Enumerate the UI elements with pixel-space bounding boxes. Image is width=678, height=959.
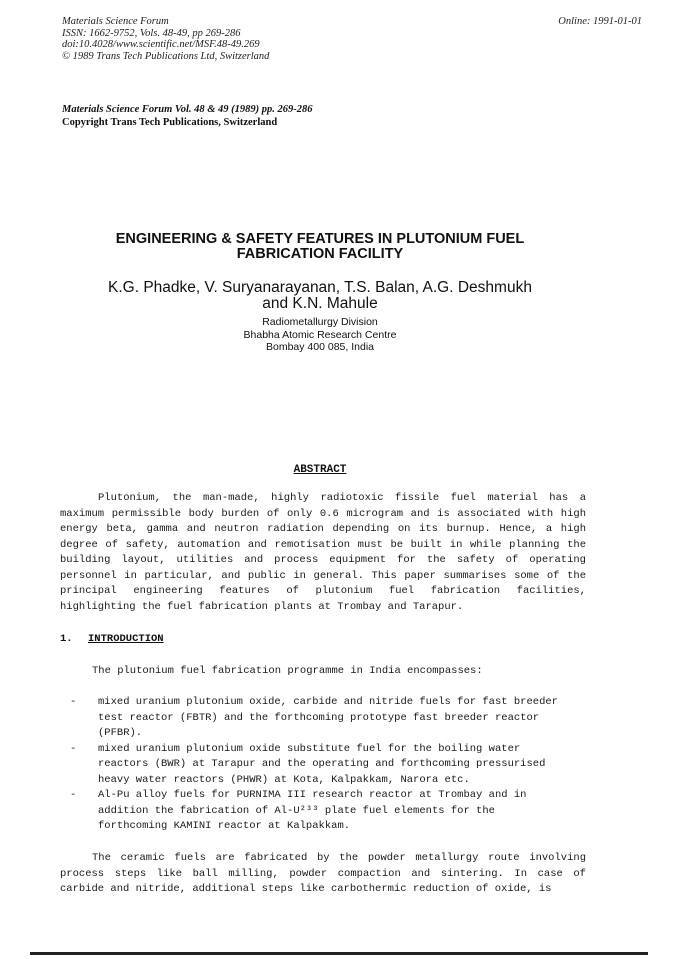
journal-citation: Materials Science Forum Vol. 48 & 49 (1989) pp. 269-286 <box>62 104 313 115</box>
list-item-text: mixed uranium plutonium oxide, carbide and nitride fuels for fast breeder test reactor (FBTR) and the forthcoming prototype fast breeder reactor (PFBR). <box>98 696 558 739</box>
bullet-dash: - <box>70 742 77 755</box>
journal-citation-block <box>62 104 313 129</box>
paper-title <box>0 232 640 262</box>
title-line-1: ENGINEERING & SAFETY FEATURES IN PLUTONIUM FUEL <box>115 231 525 247</box>
abstract-heading: ABSTRACT <box>293 464 347 476</box>
fuel-programme-list <box>70 695 590 835</box>
list-item <box>70 788 590 835</box>
affiliation-division: Radiometallurgy Division <box>262 316 378 328</box>
bullet-dash: - <box>70 789 77 801</box>
affiliation-address: Bombay 400 085, India <box>266 341 374 353</box>
list-item <box>70 695 590 742</box>
list-item <box>70 742 590 789</box>
bullet-dash: - <box>70 696 77 708</box>
online-date: Online: 1991-01-01 <box>558 16 642 27</box>
author-list <box>0 280 640 312</box>
intro-sentence: The plutonium fuel fabrication programme in India encompasses: <box>92 665 483 677</box>
authors-line-1: K.G. Phadke, V. Suryanarayanan, T.S. Balan, A.G. Deshmukh <box>108 279 532 296</box>
journal-copyright: Copyright Trans Tech Publications, Switzerland <box>62 116 278 128</box>
section-number: 1. <box>60 633 73 645</box>
list-item-text: mixed uranium plutonium oxide substitute fuel for the boiling water reactors (BWR) at Tarapur and the operating and forthcoming pressurised heavy water reactors (PHWR) at Kota, Kalpakkam, Narora etc. <box>98 742 546 786</box>
issn-line: ISSN: 1662-9752, Vols. 48-49, pp 269-286 <box>62 27 241 39</box>
section-heading-introduction <box>60 633 164 645</box>
intro-paragraph: The ceramic fuels are fabricated by the powder metallurgy route involving process steps like ball milling, powder compaction and sintering. In case of carbide and nitride, additional steps like carbothermic reduction of oxide, is <box>60 852 586 895</box>
abstract-text: Plutonium, the man-made, highly radiotoxic fissile fuel material has a maximum permissible body burden of only 0.6 microgram and is associated with high energy beta, gamma and neutron radiation depending on its burnup. Hence, a high degree of safety, automation and remotisation must be built in while planning the building layout, utilities and process equipment for the safety of operating personnel in particular, and public in general. This paper summarises some of the principal engineering features of plutonium fuel fabrication facilities, highlighting the fuel fabrication plants at Trombay and Tarapur. <box>60 492 586 613</box>
affiliation <box>0 316 640 354</box>
authors-line-2: and K.N. Mahule <box>262 295 378 312</box>
section-title: INTRODUCTION <box>88 633 164 645</box>
title-line-2: FABRICATION FACILITY <box>236 246 404 262</box>
list-item-text: Al-Pu alloy fuels for PURNIMA III research reactor at Trombay and in addition the fabrication of Al-U²³³ plate fuel elements for the forthcoming KAMINI reactor at Kalpakkam. <box>98 789 527 832</box>
doi-line: doi:10.4028/www.scientific.net/MSF.48-49.269 <box>62 39 260 50</box>
publication-info <box>62 16 269 62</box>
page-bottom-rule <box>30 952 648 955</box>
journal-name: Materials Science Forum <box>62 16 169 27</box>
abstract-body <box>60 491 586 615</box>
affiliation-institute: Bhabha Atomic Research Centre <box>243 328 397 341</box>
copyright-line: © 1989 Trans Tech Publications Ltd, Switzerland <box>62 50 270 62</box>
